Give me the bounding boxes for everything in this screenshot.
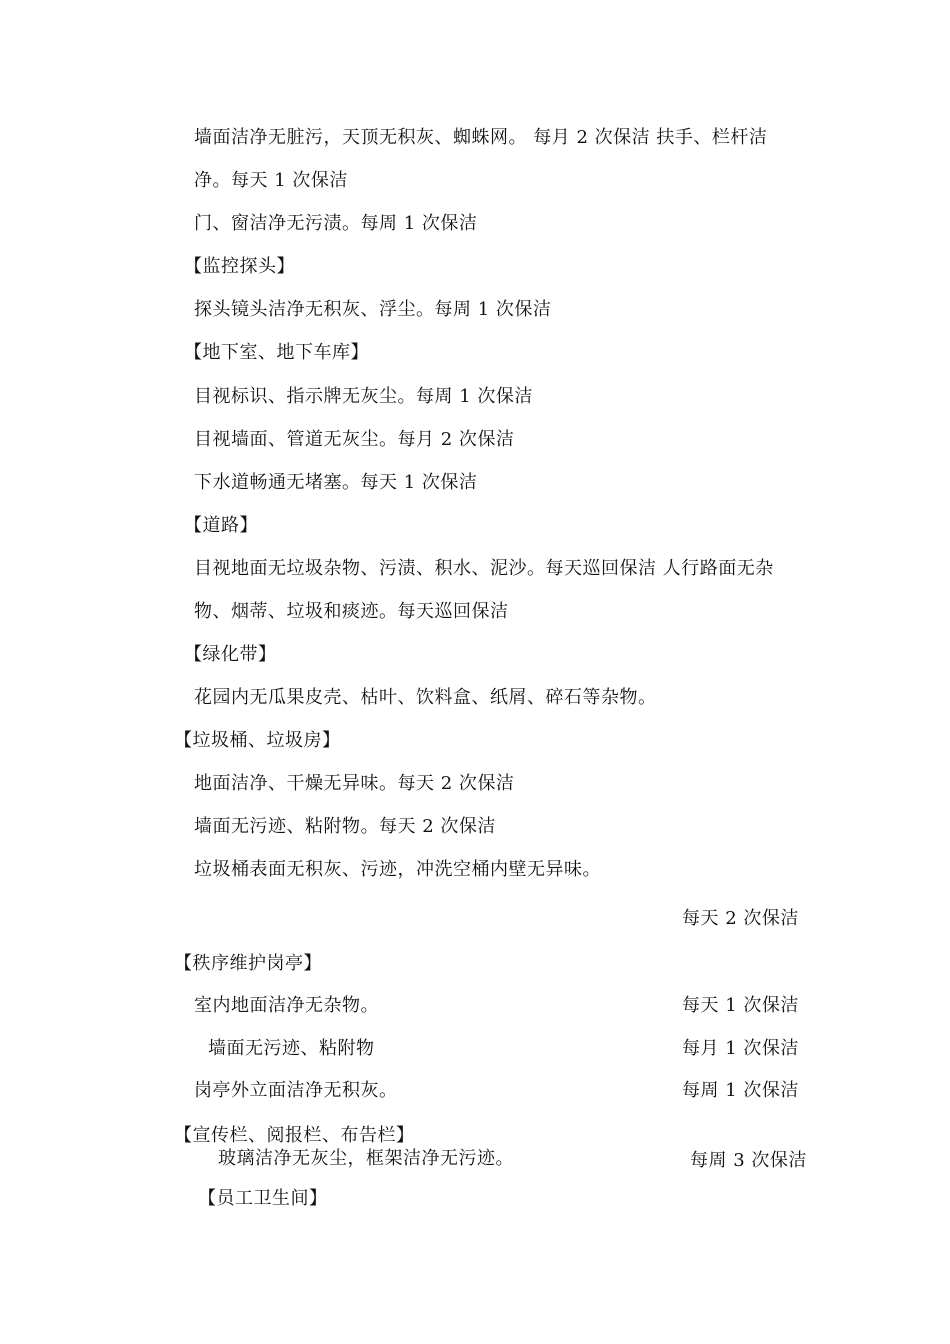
section-heading: 【员工卫生间】 bbox=[198, 1188, 328, 1209]
text-line: 花园内无瓜果皮壳、枯叶、饮料盒、纸屑、碎石等杂物。 bbox=[194, 687, 657, 708]
text-line: 探头镜头洁净无积灰、浮尘。每周 1 次保洁 bbox=[194, 299, 552, 320]
text-line: 室内地面洁净无杂物。 bbox=[194, 995, 379, 1016]
text-line: 墙面无污迹、粘附物。每天 2 次保洁 bbox=[194, 816, 496, 837]
section-heading: 【地下室、地下车库】 bbox=[184, 342, 369, 363]
text-line: 物、烟蒂、垃圾和痰迹。每天巡回保洁 bbox=[194, 601, 509, 622]
text-line: 墙面洁净无脏污，天顶无积灰、蜘蛛网。 每月 2 次保洁 扶手、栏杆洁 bbox=[194, 127, 768, 148]
frequency-text: 每周 1 次保洁 bbox=[682, 1080, 799, 1101]
section-heading: 【监控探头】 bbox=[184, 256, 295, 277]
section-heading: 【垃圾桶、垃圾房】 bbox=[174, 730, 341, 751]
frequency-text: 每天 1 次保洁 bbox=[682, 995, 799, 1016]
section-heading: 【宣传栏、阅报栏、布告栏】 bbox=[174, 1125, 415, 1146]
frequency-text: 每天 2 次保洁 bbox=[682, 908, 799, 929]
section-heading: 【秩序维护岗亭】 bbox=[174, 953, 322, 974]
text-line: 净。每天 1 次保洁 bbox=[194, 170, 348, 191]
text-line: 垃圾桶表面无积灰、污迹，冲洗空桶内壁无异味。 bbox=[194, 859, 601, 880]
text-line: 目视标识、指示牌无灰尘。每周 1 次保洁 bbox=[194, 386, 533, 407]
text-line: 地面洁净、干燥无异味。每天 2 次保洁 bbox=[194, 773, 515, 794]
text-line: 下水道畅通无堵塞。每天 1 次保洁 bbox=[194, 472, 478, 493]
section-heading: 【道路】 bbox=[184, 515, 258, 536]
text-line: 门、窗洁净无污渍。每周 1 次保洁 bbox=[194, 213, 478, 234]
text-line: 目视墙面、管道无灰尘。每月 2 次保洁 bbox=[194, 429, 515, 450]
text-line: 岗亭外立面洁净无积灰。 bbox=[194, 1080, 398, 1101]
frequency-text: 每月 1 次保洁 bbox=[682, 1038, 799, 1059]
text-line: 墙面无污迹、粘附物 bbox=[208, 1038, 375, 1059]
text-line: 目视地面无垃圾杂物、污渍、积水、泥沙。每天巡回保洁 人行路面无杂 bbox=[194, 558, 774, 579]
frequency-text: 每周 3 次保洁 bbox=[690, 1150, 807, 1171]
text-line: 玻璃洁净无灰尘，框架洁净无污迹。 bbox=[218, 1148, 514, 1169]
section-heading: 【绿化带】 bbox=[184, 644, 277, 665]
